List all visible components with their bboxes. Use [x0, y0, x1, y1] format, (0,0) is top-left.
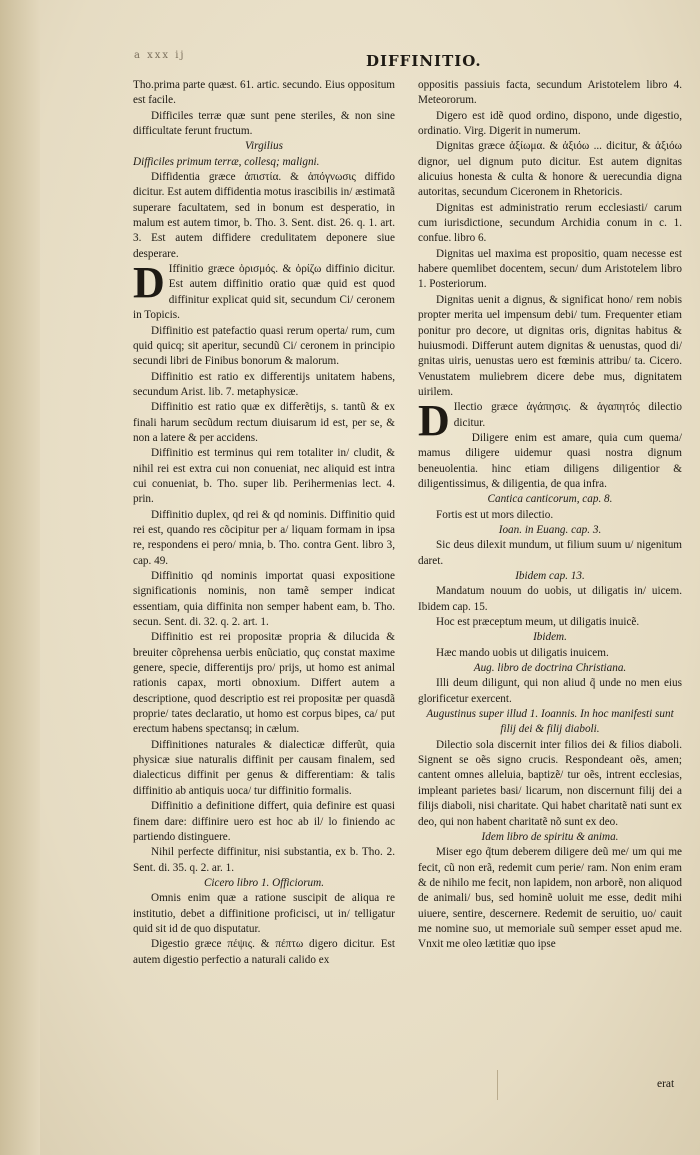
- left-paragraph: Iffinitio græce ὁρισμός. & ὁρίζω diffinio dicitur. Est autem diffinitio oratio quæ quid est quod diffinitur explicat quid sit, secundum Ci/ ceronem in Topicis.: [133, 263, 395, 322]
- left-paragraph: Nihil perfecte diffinitur, nisi substantia, ex b. Tho. 2. Sent. di. 35. q. 2. ar. 1.: [133, 846, 395, 874]
- left-paragraph: Diffinitio est patefactio quasi rerum operta/ rum, cum quid quicq; sit aperitur, secundũ Ci/ ceronem in principio secundi libri de Finibus bonorum & malorum.: [133, 324, 395, 368]
- binding-gutter: [0, 0, 40, 1155]
- right-paragraph: Augustinus super illud 1. Ioannis. In hoc manifesti sunt filij dei & filij diaboli.: [426, 708, 674, 736]
- left-paragraph: Diffinitio duplex, qd rei & qd nominis. Diffinitio quid rei est, quando res cõcipitur per a/ liquam formam in ipsa re, respondens ei pero/ mnia, b. Tho. contra Gent. libro 3, cap. 49.: [133, 508, 395, 567]
- right-paragraph: Hæc mando uobis ut diligatis inuicem.: [436, 646, 609, 659]
- right-paragraph: Dignitas est administratio rerum ecclesiasti/ carum cum iurisdictione, secundum Archidia conum in c. 1. confue. libro 6.: [418, 201, 682, 245]
- left-paragraph: Difficiles primum terræ, collesq; maligni.: [133, 155, 320, 168]
- left-paragraph: Diffinitio est terminus qui rem totaliter in/ cludit, & nihil rei est extra cui non conueniat, nec aliquid est intra cui conueniat, b. Tho. super lib. Perihermenias lect. 4. prin.: [133, 447, 395, 506]
- left-paragraph: Diffidentia græce ἀπιστία. & ἀπόγνωσις diffido dicitur. Est autem diffidentia motus irascibilis in/ æstimatã superare facultatem, sed in bonum est desperatio, in malum est autem timor, b. Tho. 3. Sent. dist. 26. q. 1. art. 3. Est autem diffidere credulitatem deponere siue desperare.: [133, 171, 395, 260]
- left-paragraph: Diffinitiones naturales & dialecticæ differũt, quia physicæ siue naturalis diffinit per causam finalem, sed dialecticus diffinit per genus & differentiam: & talis diffinitio ab antiquis uoca/ tur diffinitio formalis.: [133, 738, 395, 797]
- left-paragraph: Diffinitio est ratio ex differentijs unitatem habens, secundum Arist. lib. 7. metaphysicæ.: [133, 370, 395, 398]
- drop-cap: D: [418, 396, 450, 446]
- left-paragraph: Diffinitio est rei propositæ propria & dilucida & breuiter cõprehensa uerbis enũciatio, quç constat maxime genere, specie, differentijs pro/ prijs, ut homo est animal rationis capax, morti obnoxium. Differt autem a descriptione, quod descriptio est rei propositæ per quasdã proprie/ tates declaratio, ut homo est corpus bipes, ca/ put erectum habens spectansq; in cælum.: [133, 631, 395, 736]
- left-paragraph: Virgilius: [245, 140, 283, 153]
- right-paragraph: Idem libro de spiritu & anima.: [481, 830, 619, 843]
- right-paragraph: Ibidem.: [533, 631, 567, 644]
- right-paragraph: Dilectio sola discernit inter filios dei & filios diaboli. Signent se oẽs signo crucis. Respondeant oẽs, amen; cantent omnes alleluia, baptizẽ/ tur oẽs, intrent ecclesias, impleant parietes basi/ licarum, non discernunt filij dei a filijs diaboli, nisi charitate. Qui habet charitatẽ nati sunt ex deo, qui non habent charitatẽ nõ sunt ex deo.: [418, 738, 682, 828]
- left-paragraph: Cicero libro 1. Officiorum.: [203, 876, 325, 889]
- page-mark: [497, 1070, 498, 1100]
- right-paragraph: Aug. libro de doctrina Christiana.: [473, 662, 627, 675]
- right-paragraph: Mandatum nouum do uobis, ut diligatis in/ uicem. Ibidem cap. 15.: [418, 585, 682, 613]
- catchword: erat: [657, 1078, 675, 1090]
- left-column: [133, 78, 395, 968]
- right-column: [418, 78, 682, 953]
- right-paragraph: Sic deus dilexit mundum, ut filium suum u/ nigenitum daret.: [418, 539, 682, 567]
- right-paragraph: oppositis passiuis facta, secundum Aristotelem libro 4. Meteororum.: [418, 79, 682, 107]
- left-paragraph: Omnis enim quæ a ratione suscipit de aliqua re institutio, debet a diffinitione proficisci, ut in/ telligatur quid sit id de quo disputatur.: [133, 892, 395, 935]
- right-paragraph: Fortis est ut mors dilectio.: [436, 508, 554, 521]
- left-paragraph: Tho.prima parte quæst. 61. artic. secundo. Eius oppositum est facile.: [133, 79, 395, 107]
- right-paragraph: Diligere enim est amare, quia cum quema/ mamus diligere uidemur quasi nostra dignum beneuolentia. hinc etiam diligens diligentior & diligentissimus, & diligentia, de qua infra.: [418, 431, 682, 490]
- left-paragraph: Difficiles terræ quæ sunt pene steriles, & non sine difficultate ferunt fructum.: [133, 109, 395, 138]
- signature-mark: a xxx ij: [134, 50, 186, 61]
- right-paragraph: Ilectio græce ἀγάπησις. & ἀγαπητός dilectio dicitur.: [453, 401, 682, 429]
- right-paragraph: Cantica canticorum, cap. 8.: [487, 493, 613, 506]
- right-paragraph: Dignitas græce ἀξίωμα. & ἀξιόω ... dicitur, & ἀξιόω dignor, uel dignum puto dicitur. Est autem dignitas alicuius honesta & culta & honore & uerecundia digna autoritas, secundum Ciceronem in Rhetoricis.: [418, 140, 682, 199]
- running-title: DIFFINITIO.: [366, 52, 482, 70]
- right-paragraph: Illi deum diligunt, qui non aliud q̃ unde no men eius glorificetur exercent.: [418, 677, 682, 705]
- right-paragraph: Dignitas uenit a dignus, & significat hono/ rem nobis propter merita uel impensum debi/ tum. Frequenter etiam ponitur pro decore, ut dignitas oris, dignitas habitus & huiusmodi. Differunt autem dignitas & uenustas, quod di/ gnitas uiris, uenustas uero est fœminis attribu/ ta. Cicero. Venustatem muliebrem dicere debe mus, dignitatem uirilem.: [418, 293, 682, 398]
- right-paragraph: Dignitas uel maxima est propositio, quam necesse est habere quemlibet docentem, secun/ dum Aristotelem libro 1. Posteriorum.: [418, 247, 682, 291]
- left-paragraph: Diffinitio est ratio quæ ex differẽtijs, s. tantũ & ex finali harum secũdum rectum diuisarum id est, per se, & non a latere & per accidens.: [133, 401, 395, 444]
- right-paragraph: Ibidem cap. 13.: [515, 570, 585, 582]
- right-paragraph: Ioan. in Euang. cap. 3.: [498, 523, 602, 536]
- left-paragraph: Diffinitio qd nominis importat quasi expositione significationis nominis, non tamẽ semper indicat essentiam, quia diffinita non semper habent eam, b. Tho. secun. Sent. di. 32. q. 2. art. 1.: [133, 570, 395, 629]
- drop-cap: D: [133, 258, 165, 308]
- left-paragraph: Digestio græce πέψις. & πέπτω digero dicitur. Est autem digestio perfectio a naturali calido ex: [133, 938, 395, 966]
- left-paragraph: Diffinitio a definitione differt, quia definire est quasi finem dare: diffinire uero est hoc ab il/ lo finiendo ac partiendo distinguere.: [133, 800, 395, 843]
- right-paragraph: Miser ego q̃tum deberem diligere deũ me/ um qui me fecit, cũ non erã, redemit cum perie/ ram. Non enim eram & de nihilo me fecit, non lapidem, non arborẽ, non aliquod de animali/ bus, sed hominẽ uoluit me esse, dedit mihi uiuere, sentire, descernere. Redemit de seruitio, uo/ cauit me nomine suo, ut memoriale suũ semper esset apud me. Vnxit me oleo lætitiæ quo ipse: [418, 846, 682, 951]
- right-paragraph: Hoc est præceptum meum, ut diligatis inuicẽ.: [436, 616, 640, 629]
- right-paragraph: Digero est idẽ quod ordino, dispono, unde digestio, ordinatio. Virg. Digerit in numerum.: [418, 109, 682, 138]
